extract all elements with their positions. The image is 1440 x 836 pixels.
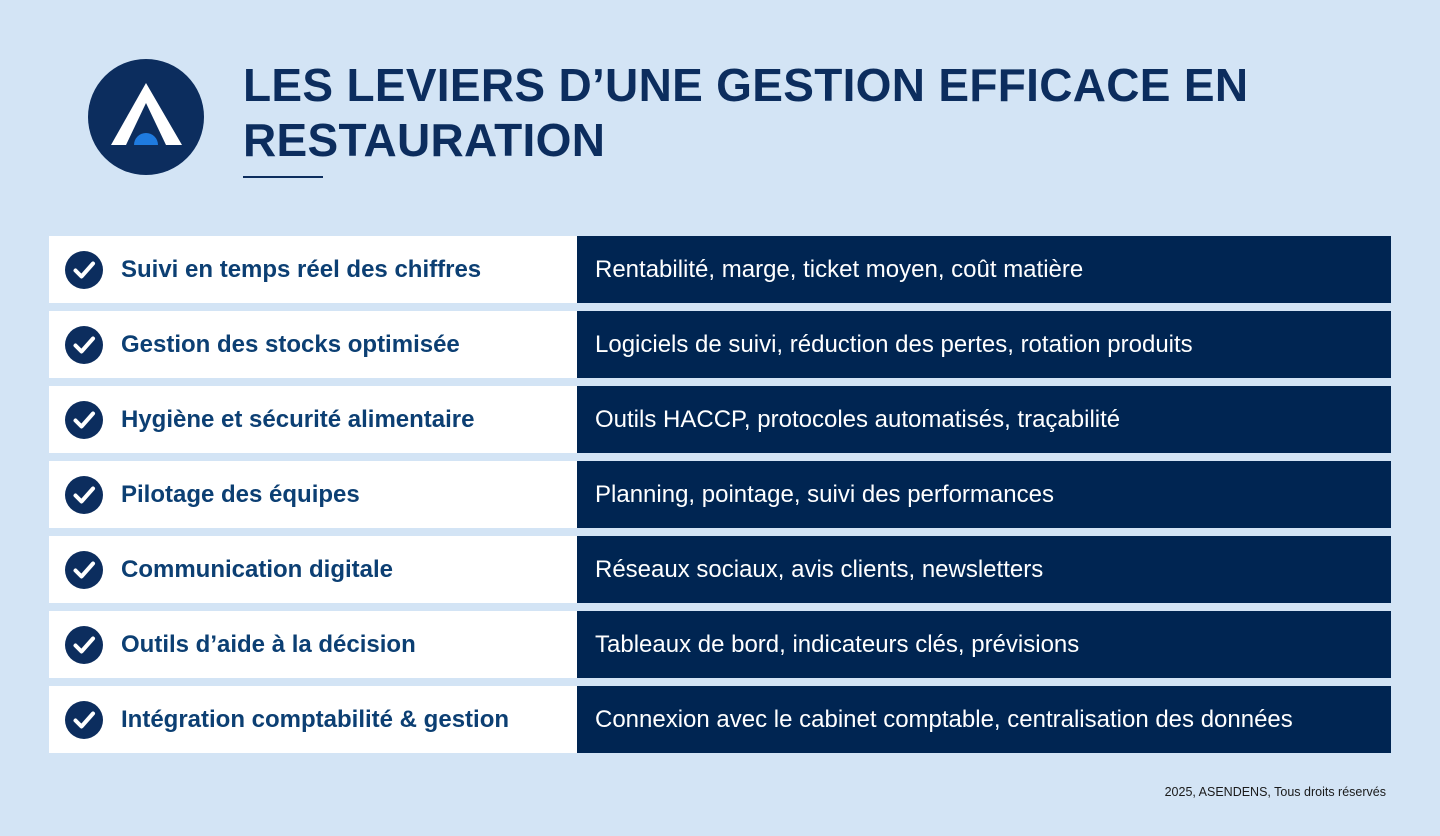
- row-detail: Connexion avec le cabinet comptable, centralisation des données: [577, 686, 1391, 753]
- row-label: Outils d’aide à la décision: [121, 630, 416, 658]
- row-label: Hygiène et sécurité alimentaire: [121, 405, 475, 433]
- row-label: Communication digitale: [121, 555, 394, 583]
- row-detail: Réseaux sociaux, avis clients, newsletters: [577, 536, 1391, 603]
- row-label-cell: [49, 686, 577, 753]
- check-circle-icon: [65, 326, 103, 364]
- table-row: [49, 236, 1391, 303]
- check-circle-icon: [65, 251, 103, 289]
- row-label: Pilotage des équipes: [121, 480, 360, 508]
- row-label: Suivi en temps réel des chiffres: [121, 255, 482, 283]
- table-row: [49, 611, 1391, 678]
- copyright-footer: 2025, ASENDENS, Tous droits réservés: [1164, 785, 1386, 799]
- levers-table: [49, 236, 1391, 761]
- page-title: LES LEVIERS D’UNE GESTION EFFICACE EN RESTAURATION: [243, 59, 1249, 166]
- row-label: Gestion des stocks optimisée: [121, 330, 460, 358]
- table-row: [49, 311, 1391, 378]
- row-label-cell: [49, 461, 577, 528]
- table-row: [49, 386, 1391, 453]
- title-underline: [243, 176, 323, 178]
- table-row: [49, 536, 1391, 603]
- check-circle-icon: [65, 476, 103, 514]
- row-label-cell: [49, 536, 577, 603]
- row-detail: Planning, pointage, suivi des performances: [577, 461, 1391, 528]
- row-label-cell: [49, 386, 577, 453]
- check-circle-icon: [65, 551, 103, 589]
- row-detail: Outils HACCP, protocoles automatisés, traçabilité: [577, 386, 1391, 453]
- row-label: Intégration comptabilité & gestion: [121, 705, 510, 733]
- check-circle-icon: [65, 401, 103, 439]
- row-label-cell: [49, 236, 577, 303]
- row-detail: Tableaux de bord, indicateurs clés, prévisions: [577, 611, 1391, 678]
- row-detail: Logiciels de suivi, réduction des pertes, rotation produits: [577, 311, 1391, 378]
- table-row: [49, 686, 1391, 753]
- row-label-cell: [49, 611, 577, 678]
- asendens-logo-icon: [88, 59, 204, 175]
- table-row: [49, 461, 1391, 528]
- row-detail: Rentabilité, marge, ticket moyen, coût matière: [577, 236, 1391, 303]
- row-label-cell: [49, 311, 577, 378]
- check-circle-icon: [65, 626, 103, 664]
- check-circle-icon: [65, 701, 103, 739]
